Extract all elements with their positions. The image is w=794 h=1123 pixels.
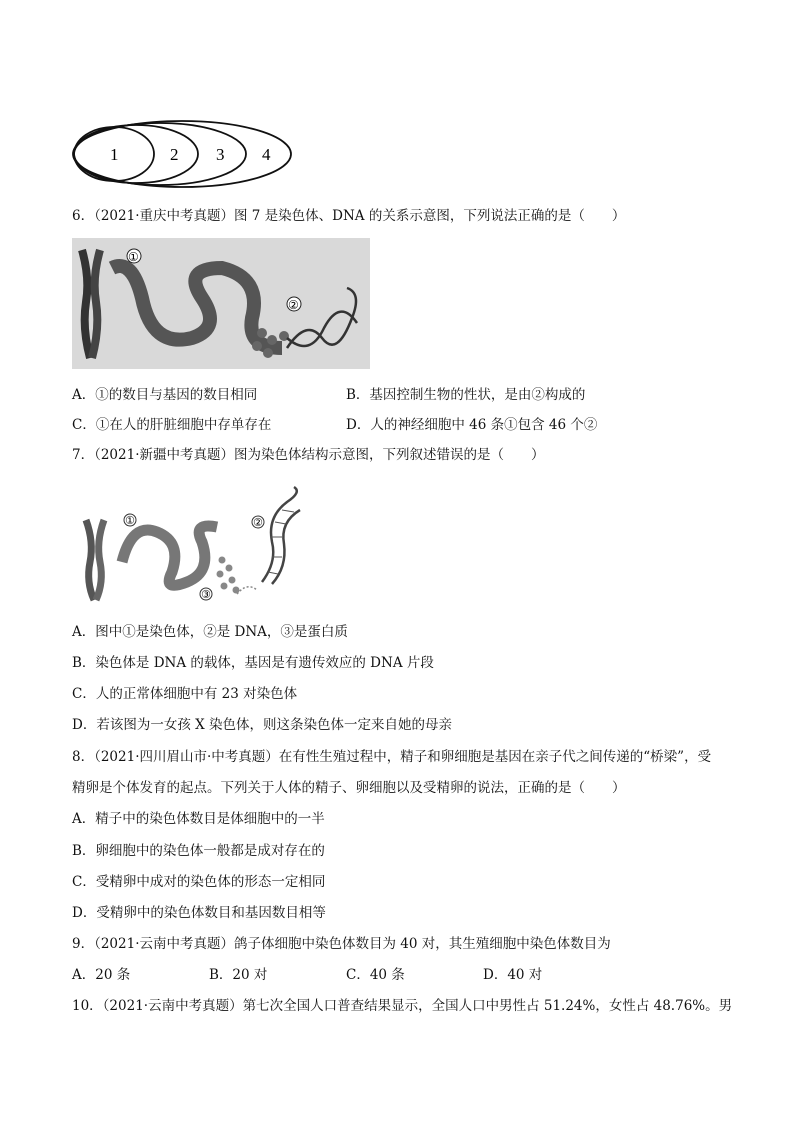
q7-option-b: B．染色体是 DNA 的载体，基因是有遗传效应的 DNA 片段 [72,655,434,671]
q8-stem-line2: 精卵是个体发育的起点。下列关于人体的精子、卵细胞以及受精卵的说法，正确的是（ ） [72,780,626,796]
q6-label-1: ① [128,250,139,264]
venn-label-3: 3 [216,145,225,164]
q6-option-b: B．基因控制生物的性状，是由②构成的 [346,387,586,403]
q7-option-a: A．图中①是染色体，②是 DNA，③是蛋白质 [72,624,348,640]
q8-stem-line1: 8．（2021·四川眉山市·中考真题）在有性生殖过程中，精子和卵细胞是基因在亲子代之间传递的“桥梁”，受 [72,749,712,765]
q8-option-d: D．受精卵中的染色体数目和基因数目相等 [72,905,326,921]
q6-label-2: ② [288,298,299,312]
q6-stem: 6．（2021·重庆中考真题）图 7 是染色体、DNA 的关系示意图，下列说法正确的是（ ） [72,208,626,224]
q7-option-d: D．若该图为一女孩 X 染色体，则这条染色体一定来自她的母亲 [72,717,453,733]
q7-label-1: ① [125,514,135,527]
q9-option-c: C．40 条 [346,967,405,983]
q9-option-b: B．20 对 [209,967,268,983]
nested-ellipse-diagram [70,118,295,190]
q7-chromosome-structure-figure [72,482,312,604]
venn-label-1: 1 [110,145,119,164]
q8-option-a: A．精子中的染色体数目是体细胞中的一半 [72,811,325,827]
q8-option-c: C．受精卵中成对的染色体的形态一定相同 [72,874,326,890]
q7-option-c: C．人的正常体细胞中有 23 对染色体 [72,686,298,702]
q6-option-a: A．①的数目与基因的数目相同 [72,387,258,403]
q9-option-a: A．20 条 [72,967,131,983]
venn-label-2: 2 [170,145,179,164]
q7-label-2: ② [253,516,263,529]
q9-option-d: D．40 对 [483,967,543,983]
q6-option-c: C．①在人的肝脏细胞中存单存在 [72,417,272,433]
q7-label-3: ③ [201,588,211,601]
venn-label-4: 4 [262,145,271,164]
q8-option-b: B．卵细胞中的染色体一般都是成对存在的 [72,843,325,859]
q6-option-d: D．人的神经细胞中 46 条①包含 46 个② [346,417,598,433]
q6-chromosome-dna-figure [72,238,370,369]
q9-stem: 9．（2021·云南中考真题）鸽子体细胞中染色体数目为 40 对，其生殖细胞中染色体数目为 [72,936,611,952]
q10-stem: 10．（2021·云南中考真题）第七次全国人口普查结果显示，全国人口中男性占 51.24%，女性占 48.76%。男 [72,998,733,1014]
q7-stem: 7．（2021·新疆中考真题）图为染色体结构示意图，下列叙述错误的是（ ） [72,447,545,463]
